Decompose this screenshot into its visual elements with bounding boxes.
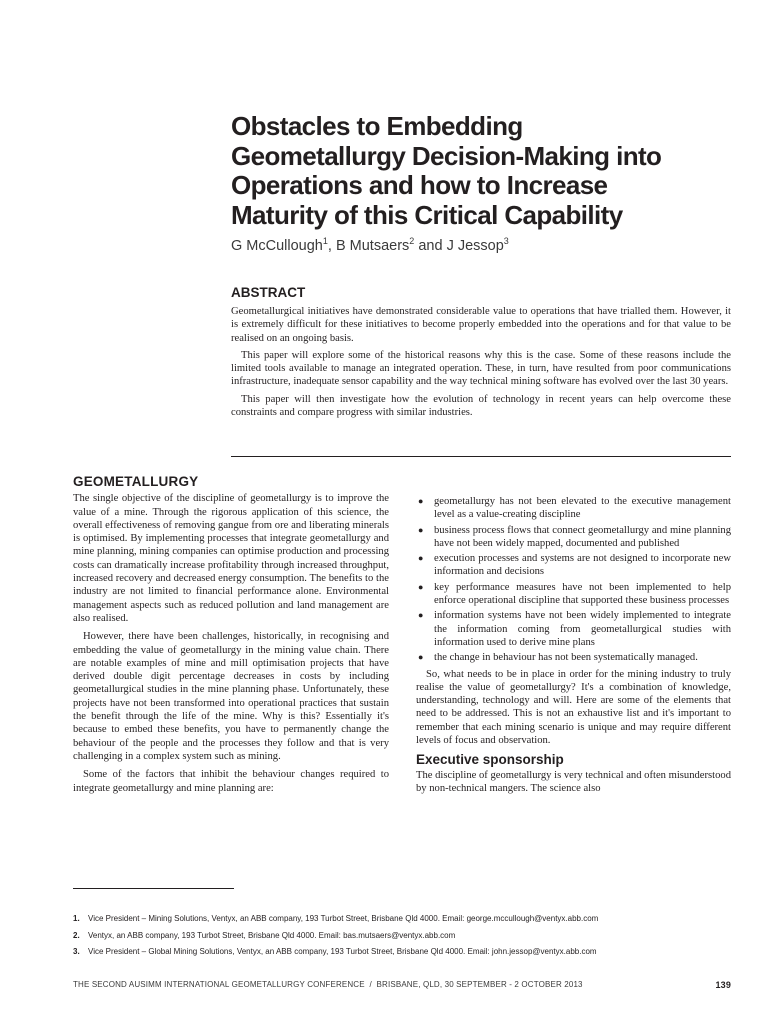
author-name: B Mutsaers: [335, 237, 410, 254]
footnote-number: 1.: [73, 914, 80, 923]
subsection-heading: Executive sponsorship: [416, 752, 564, 768]
factor-list: [416, 495, 731, 665]
body-paragraph: However, there have been challenges, historically, in recognising and embedding the value of geometallurgy in the mining value chain. There are notable examples of mine and mill optimisation projects that have derived double digit percentage decreases in costs by including geometallurgical studies in the mine planning phase. Unfortunately, these projects have not been transformed into operational practices that sustain the benefit through the life of the mine. Why is this? Essentially it's because to embed these benefits, you have to permanently change the behaviour of the people and the processes they follow and that is very challenging in a complex system such as mining.: [73, 631, 389, 762]
abstract-body: [231, 305, 731, 423]
right-column: [416, 495, 731, 801]
bullet-icon: ●: [418, 496, 424, 506]
page-footer: [73, 980, 731, 990]
abstract-paragraph: This paper will explore some of the historical reasons why this is the case. Some of these reasons include the limited tools available to manage an integrated operation. These, in turn, have resulted from poor communications infrastructure, inadequate sensor capability and the way technical mining software has evolved over the last 30 years.: [231, 349, 731, 388]
body-paragraph: The discipline of geometallurgy is very technical and often misunderstood by non-technical mangers. The science also: [416, 769, 731, 794]
body-paragraph: The single objective of the discipline of geometallurgy is to improve the value of a mine. Through the rigorous application of this science, the overall effectiveness of removing gangue from ore and liberating minerals is optimised. By implementing processes that integrate geometallurgy and mine planning, mining companies can optimise production and processing costs can dramatically increase profitability through increased throughput, increased recovery and decreased energy consumption. The benefits to the industry are not limited to financial performance alone. Environmental management aspects such as reduced pollution and land management are also realised.: [73, 493, 389, 624]
footnote: [73, 911, 733, 928]
footnote-number: 2.: [73, 930, 80, 940]
list-item: ● information systems have not been widely implemented to integrate the information coming from geometallurgical studies with information used to derive mine plans: [418, 610, 731, 648]
author-separator: ,: [327, 237, 336, 254]
conference-name: THE SECOND AUSIMM INTERNATIONAL GEOMETALLURGY CONFERENCE / BRISBANE, QLD, 30 SEPTEMBER - 2 OCTOBER 2013: [73, 980, 583, 989]
bullet-icon: ●: [418, 524, 424, 535]
footnote-text: Vice President – Global Mining Solutions, Ventyx, an ABB company, 193 Turbot Street, Brisbane Qld 4000. Email: john.jessop@ventyx.abb.com: [88, 947, 597, 956]
page-number: 139: [715, 980, 731, 990]
list-item: ● the change in behaviour has not been systematically managed.: [418, 652, 698, 664]
list-item: ● business process flows that connect geometallurgy and mine planning have not been widely mapped, documented and published: [418, 524, 731, 549]
left-column: [73, 475, 389, 800]
abstract-paragraph: Geometallurgical initiatives have demonstrated considerable value to operations that have trialled them. However, it is extremely difficult for these initiatives to become properly embedded into the operations and for that value to be realised on an ongoing basis.: [231, 306, 731, 344]
footnote-text: Vice President – Mining Solutions, Ventyx, an ABB company, 193 Turbot Street, Brisbane Qld 4000. Email: george.mccullough@ventyx.abb.com: [88, 914, 599, 923]
abstract-divider: [231, 456, 731, 457]
author-affiliation-marker: 2: [409, 236, 415, 246]
list-item: ● geometallurgy has not been elevated to the executive management level as a value-creating discipline: [418, 496, 731, 521]
footnote: [73, 928, 733, 945]
author-name: G McCullough: [231, 237, 323, 254]
author-affiliation-marker: 3: [503, 236, 509, 246]
footnote: [73, 944, 733, 961]
author-affiliation-marker: 1: [322, 236, 328, 246]
abstract-paragraph: This paper will then investigate how the evolution of technology in recent years can help overcome these constraints and compare progress with similar industries.: [231, 393, 731, 419]
footnote-divider: [73, 888, 234, 889]
author-list: [231, 236, 509, 254]
section-heading: GEOMETALLURGY: [73, 474, 199, 489]
paper-title: Obstacles to Embedding Geometallurgy Decision-Making into Operations and how to Increase Maturity of this Critical Capability: [231, 111, 662, 230]
bullet-icon: ●: [418, 652, 424, 663]
abstract-heading: ABSTRACT: [231, 285, 306, 300]
footnote-text: Ventyx, an ABB company, 193 Turbot Street, Brisbane Qld 4000. Email: bas.mutsaers@ventyx.abb.com: [88, 930, 456, 940]
body-paragraph: Some of the factors that inhibit the behaviour changes required to integrate geometallurgy and mine planning are:: [73, 769, 389, 794]
footnotes: [73, 911, 733, 961]
bullet-icon: ●: [418, 553, 424, 564]
author-separator: and: [414, 237, 447, 254]
list-item: ● key performance measures have not been implemented to help enforce operational discipline that supported these business processes: [418, 581, 731, 607]
bullet-icon: ●: [418, 581, 424, 592]
list-item: ● execution processes and systems are not designed to incorporate new information and decisions: [418, 553, 731, 578]
author-name: J Jessop: [446, 237, 504, 254]
footnote-number: 3.: [73, 947, 80, 956]
body-paragraph: So, what needs to be in place in order for the mining industry to truly realise the value of geometallurgy? It's a combination of knowledge, understanding, technology and will. Here are some of the elements that need to be addressed. This is not an exhaustive list and it's important to remember that each mining scenario is unique and may require different levels of focus and observation.: [416, 668, 731, 747]
bullet-icon: ●: [418, 610, 424, 621]
